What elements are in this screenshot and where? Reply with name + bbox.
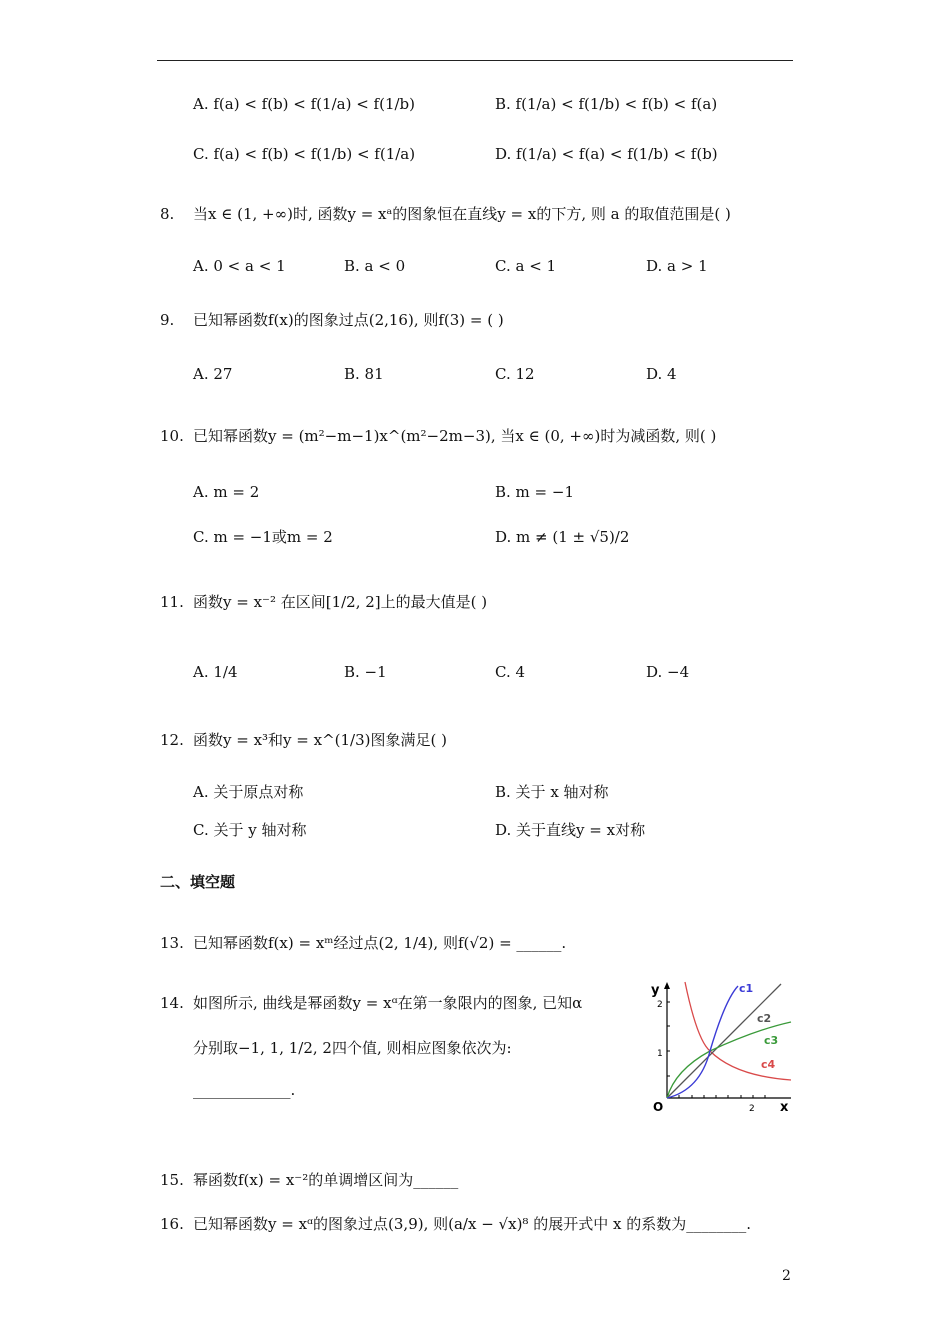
- q7-option-c: C. f(a) < f(b) < f(1/b) < f(1/a): [193, 145, 416, 163]
- q11-option-d: D. −4: [646, 663, 690, 681]
- q15-number: 15.: [160, 1171, 184, 1189]
- q8-option-b: B. a < 0: [344, 257, 406, 275]
- q11-number: 11.: [160, 593, 184, 611]
- q10-option-a: A. m = 2: [193, 483, 260, 501]
- q8-option-a: A. 0 < a < 1: [193, 257, 286, 275]
- x-tick-2: 2: [749, 1104, 755, 1114]
- q9-option-b: B. 81: [344, 365, 384, 383]
- curve-label-c3: c3: [764, 1034, 779, 1047]
- q12-text: 函数y = x³和y = x^(1/3)图象满足( ): [193, 731, 447, 749]
- q10-option-b: B. m = −1: [495, 483, 574, 501]
- q11-option-a: A. 1/4: [193, 663, 238, 681]
- q14-number: 14.: [160, 994, 184, 1012]
- x-axis-label: x: [780, 1100, 789, 1115]
- q8-text: 当x ∈ (1, +∞)时, 函数y = xᵃ的图象恒在直线y = x的下方, 则 a 的取值范围是( ): [193, 205, 731, 223]
- q16-text: 已知幂函数y = xᵅ的图象过点(3,9), 则(a/x − √x)⁸ 的展开式中 x 的系数为________.: [193, 1215, 751, 1233]
- q9-number: 9.: [160, 311, 175, 329]
- origin-label: O: [653, 1100, 664, 1114]
- q13-number: 13.: [160, 934, 184, 952]
- q15-text: 幂函数f(x) = x⁻²的单调增区间为______: [193, 1171, 459, 1189]
- section-heading: 二、填空题: [160, 873, 236, 891]
- q8-option-c: C. a < 1: [495, 257, 557, 275]
- q12-option-c: C. 关于 y 轴对称: [193, 821, 307, 839]
- header-rule: [157, 60, 793, 61]
- q10-option-c: C. m = −1或m = 2: [193, 528, 333, 546]
- q9-option-d: D. 4: [646, 365, 677, 383]
- q10-number: 10.: [160, 427, 184, 445]
- q14-answer-blank: _____________.: [193, 1081, 296, 1099]
- q11-text: 函数y = x⁻² 在区间[1/2, 2]上的最大值是( ): [193, 593, 488, 611]
- q14-text: 如图所示, 曲线是幂函数y = xᵅ在第一象限内的图象, 已知α: [193, 994, 583, 1012]
- y-axis-arrow: [664, 982, 670, 989]
- curve-c1: [667, 986, 738, 1098]
- q14-text-line2: 分别取−1, 1, 1/2, 2四个值, 则相应图象依次为:: [193, 1039, 512, 1057]
- q12-option-d: D. 关于直线y = x对称: [495, 821, 646, 839]
- q16-number: 16.: [160, 1215, 184, 1233]
- q7-option-b: B. f(1/a) < f(1/b) < f(b) < f(a): [495, 95, 718, 113]
- q9-option-a: A. 27: [193, 365, 233, 383]
- q11-option-b: B. −1: [344, 663, 387, 681]
- q8-number: 8.: [160, 205, 175, 223]
- curve-label-c4: c4: [761, 1058, 776, 1071]
- q12-number: 12.: [160, 731, 184, 749]
- curve-label-c2: c2: [757, 1012, 772, 1025]
- q11-option-c: C. 4: [495, 663, 526, 681]
- q12-option-a: A. 关于原点对称: [193, 783, 304, 801]
- q9-text: 已知幂函数f(x)的图象过点(2,16), 则f(3) = ( ): [193, 311, 504, 329]
- power-function-graph: [645, 980, 795, 1115]
- q8-option-d: D. a > 1: [646, 257, 708, 275]
- q10-option-d: D. m ≠ (1 ± √5)/2: [495, 528, 630, 546]
- q12-option-b: B. 关于 x 轴对称: [495, 783, 609, 801]
- q10-text: 已知幂函数y = (m²−m−1)x^(m²−2m−3), 当x ∈ (0, +∞)时为减函数, 则( ): [193, 427, 717, 445]
- y-axis-label: y: [651, 983, 660, 998]
- curve-label-c1: c1: [739, 982, 754, 995]
- y-tick-1: 1: [657, 1049, 663, 1059]
- q9-option-c: C. 12: [495, 365, 535, 383]
- y-tick-2: 2: [657, 1000, 663, 1010]
- page-number: 2: [782, 1268, 791, 1284]
- q7-option-a: A. f(a) < f(b) < f(1/a) < f(1/b): [193, 95, 415, 113]
- q7-option-d: D. f(1/a) < f(a) < f(1/b) < f(b): [495, 145, 718, 163]
- q13-text: 已知幂函数f(x) = xᵐ经过点(2, 1/4), 则f(√2) = ______.: [193, 934, 567, 952]
